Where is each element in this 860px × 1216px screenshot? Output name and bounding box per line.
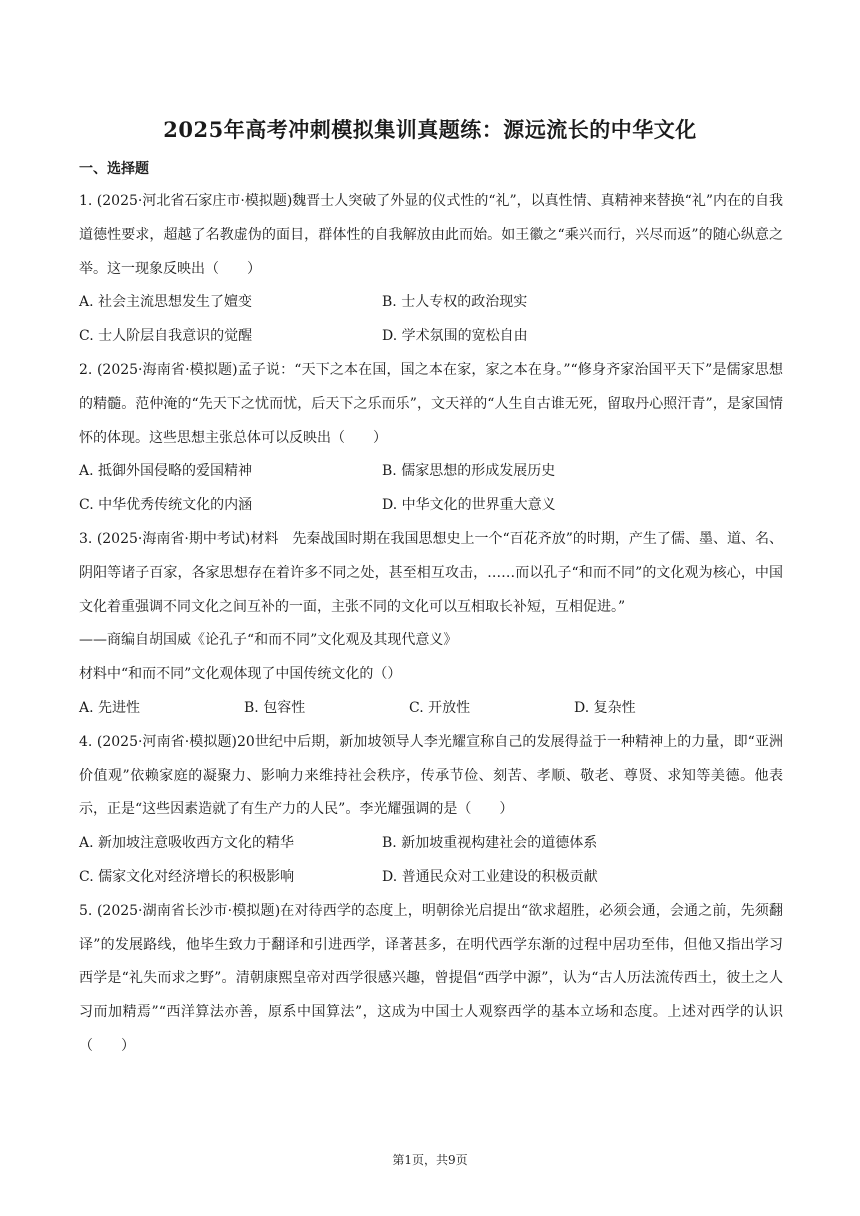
question-3-option-b: B. 包容性: [244, 699, 306, 716]
question-3-option-a: A. 先进性: [79, 699, 141, 716]
question-1-options-row-1: [79, 286, 783, 320]
question-1-option-c: C. 士人阶层自我意识的觉醒: [79, 328, 253, 345]
question-4-option-d: D. 普通民众对工业建设的积极贡献: [382, 868, 598, 885]
question-4-options-row-2: [79, 861, 783, 895]
question-1-option-d: D. 学术氛围的宽松自由: [382, 328, 528, 345]
question-1-options-row-2: [79, 320, 783, 354]
question-2-option-a: A. 抵御外国侵略的爱国精神: [79, 463, 253, 480]
question-2-option-d: D. 中华文化的世界重大意义: [382, 497, 556, 514]
question-4-stem: 4. (2025·河南省·模拟题)20世纪中后期，新加坡领导人李光耀宣称自己的发展得益于一种精神上的力量，即“亚洲价值观”依赖家庭的凝聚力、影响力来维持社会秩序，传承节俭、刻苦、孝顺、敬老、尊贤、求知等美德。他表示，正是“这些因素造就了有生产力的人民”。李光耀强调的是（ ）: [79, 733, 783, 818]
question-1-stem: 1. (2025·河北省石家庄市·模拟题)魏晋士人突破了外显的仪式性的“礼”，以真性情、真精神来替换“礼”内在的自我道德性要求，超越了名教虚伪的面目，群体性的自我解放由此而始。如王徽之“乘兴而行，兴尽而返”的随心纵意之举。这一现象反映出（ ）: [79, 193, 783, 277]
question-3-option-c: C. 开放性: [409, 699, 471, 716]
question-3-option-d: D. 复杂性: [574, 699, 636, 716]
question-list: [79, 185, 783, 1064]
question-1-option-a: A. 社会主流思想发生了嬗变: [79, 294, 253, 311]
question-3-prompt: 材料中“和而不同”文化观体现了中国传统文化的（）: [79, 666, 402, 683]
question-3-source: ——商编自胡国威《论孔子“和而不同”文化观及其现代意义》: [79, 632, 458, 649]
question-2-option-b: B. 儒家思想的形成发展历史: [382, 463, 556, 480]
question-5-stem: 5. (2025·湖南省长沙市·模拟题)在对待西学的态度上，明朝徐光启提出“欲求超胜，必须会通，会通之前，先须翻译”的发展路线，他毕生致力于翻译和引进西学，译著甚多，在明代西学东渐的过程中居功至伟，但他又指出学习西学是“礼失而求之野”。清朝康熙皇帝对西学很感兴趣，曾提倡“西学中源”，认为“古人历法流传西土，彼土之人习而加精焉”“西洋算法亦善，原系中国算法”，这成为中国士人观察西学的基本立场和态度。上述对西学的认识（ ）: [79, 902, 783, 1054]
question-1-option-b: B. 士人专权的政治现实: [382, 294, 528, 311]
question-2-option-c: C. 中华优秀传统文化的内涵: [79, 497, 253, 514]
question-3-stem: 3. (2025·海南省·期中考试)材料 先秦战国时期在我国思想史上一个“百花齐放”的时期，产生了儒、墨、道、名、阴阳等诸子百家，各家思想存在着许多不同之处，甚至相互攻击，……而以孔子“和而不同”的文化观为核心，中国文化着重强调不同文化之间互补的一面，主张不同的文化可以互相取长补短，互相促进。”: [79, 530, 783, 615]
question-2-options-row-1: [79, 455, 783, 489]
question-3-options-row: [79, 692, 783, 726]
question-4-options-row-1: [79, 827, 783, 861]
question-2-options-row-2: [79, 489, 783, 523]
page-footer: 第1页，共9页: [392, 1153, 468, 1167]
document-title: 2025年高考冲刺模拟集训真题练：源远流长的中华文化: [163, 117, 697, 142]
question-2-stem: 2. (2025·海南省·模拟题)孟子说：“天下之本在国，国之本在家，家之本在身。”“修身齐家治国平天下”是儒家思想的精髓。范仲淹的“先天下之忧而忧，后天下之乐而乐”，文天祥的“人生自古谁无死，留取丹心照汗青”，是家国情怀的体现。这些思想主张总体可以反映出（ ）: [79, 361, 783, 446]
question-4-option-b: B. 新加坡重视构建社会的道德体系: [382, 835, 598, 852]
section-heading: 一、选择题: [79, 161, 149, 177]
question-4-option-a: A. 新加坡注意吸收西方文化的精华: [79, 835, 295, 852]
question-4-option-c: C. 儒家文化对经济增长的积极影响: [79, 868, 295, 885]
